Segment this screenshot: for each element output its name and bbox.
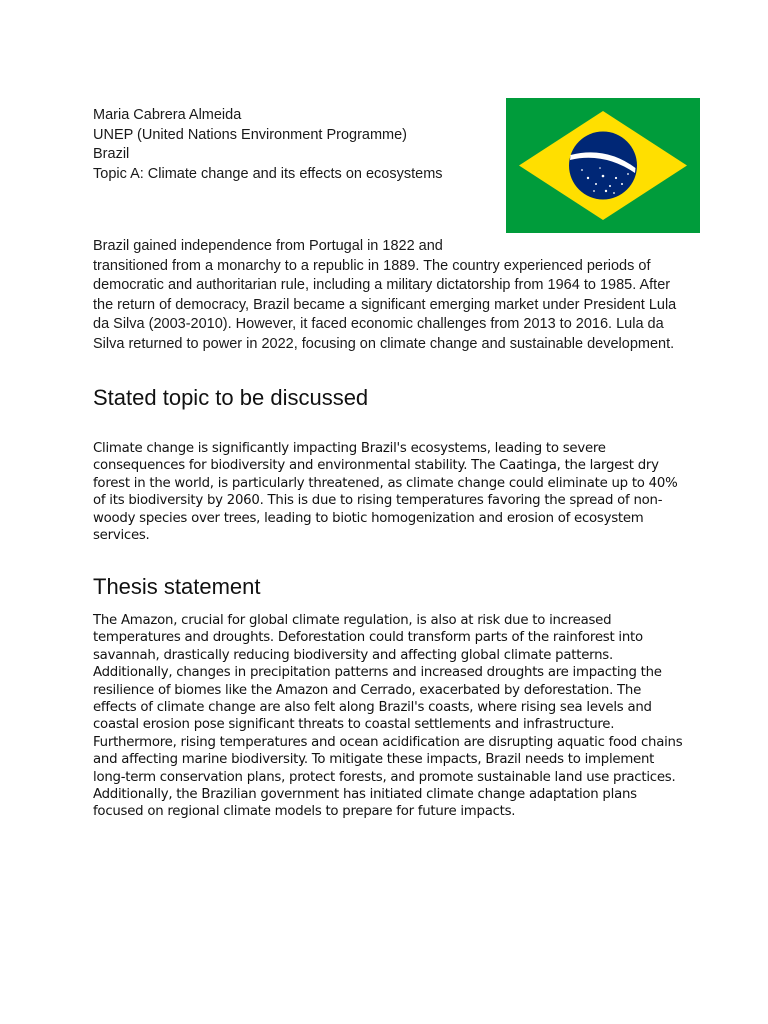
thesis-heading: Thesis statement — [93, 574, 261, 599]
committee-name: UNEP (United Nations Environment Programme) — [93, 126, 408, 143]
topic-heading: Stated topic to be discussed — [93, 385, 369, 410]
author-name: Maria Cabrera Almeida — [93, 107, 242, 123]
topic-paragraph: Climate change is significantly impacting Brazil's ecosystems, leading to severe consequences for biodiversity and environmental stability. The Caatinga, the largest dry forest in the world, is particularly threatened, as climate change could eliminate up to 40% of its biodiversity by 2060. This is due to rising temperatures favoring the spread of non-woody species over trees, leading to biotic homogenization and erosion of ecosystem services. — [93, 441, 678, 544]
document-header — [93, 106, 493, 184]
country-name: Brazil — [93, 146, 130, 163]
intro-first-line: Brazil gained independence from Portugal in 1822 and — [93, 238, 443, 254]
intro-paragraph — [93, 237, 683, 354]
topic-line: Topic A: Climate change and its effects on ecosystems — [93, 165, 443, 182]
intro-rest: transitioned from a monarchy to a republic in 1889. The country experienced periods of democratic and authoritarian rule, including a military dictatorship from 1964 to 1985. After the return of democracy, Brazil became a significant emerging market under President Lula da Silva (2003-2010). However, it faced economic challenges from 2013 to 2016. Lula da Silva returned to power in 2022, focusing on climate change and sustainable development. — [93, 257, 677, 352]
brazil-flag-icon — [506, 98, 700, 233]
thesis-paragraph: The Amazon, crucial for global climate regulation, is also at risk due to increased temperatures and droughts. Deforestation could transform parts of the rainforest into savannah, drastically reducing biodiversity and affecting global climate patterns. Additionally, changes in precipitation patterns and increased droughts are impacting the resilience of biomes like the Amazon and Cerrado, exacerbated by deforestation. The effects of climate change are also felt along Brazil's coasts, where rising sea levels and coastal erosion pose significant threats to coastal settlements and infrastructure. Furthermore, rising temperatures and ocean acidification are disrupting aquatic food chains and affecting marine biodiversity. To mitigate these impacts, Brazil needs to implement long-term conservation plans, protect forests, and promote sustainable land use practices. Additionally, the Brazilian government has initiated climate change adaptation plans focused on regional climate models to prepare for future impacts. — [93, 613, 683, 820]
